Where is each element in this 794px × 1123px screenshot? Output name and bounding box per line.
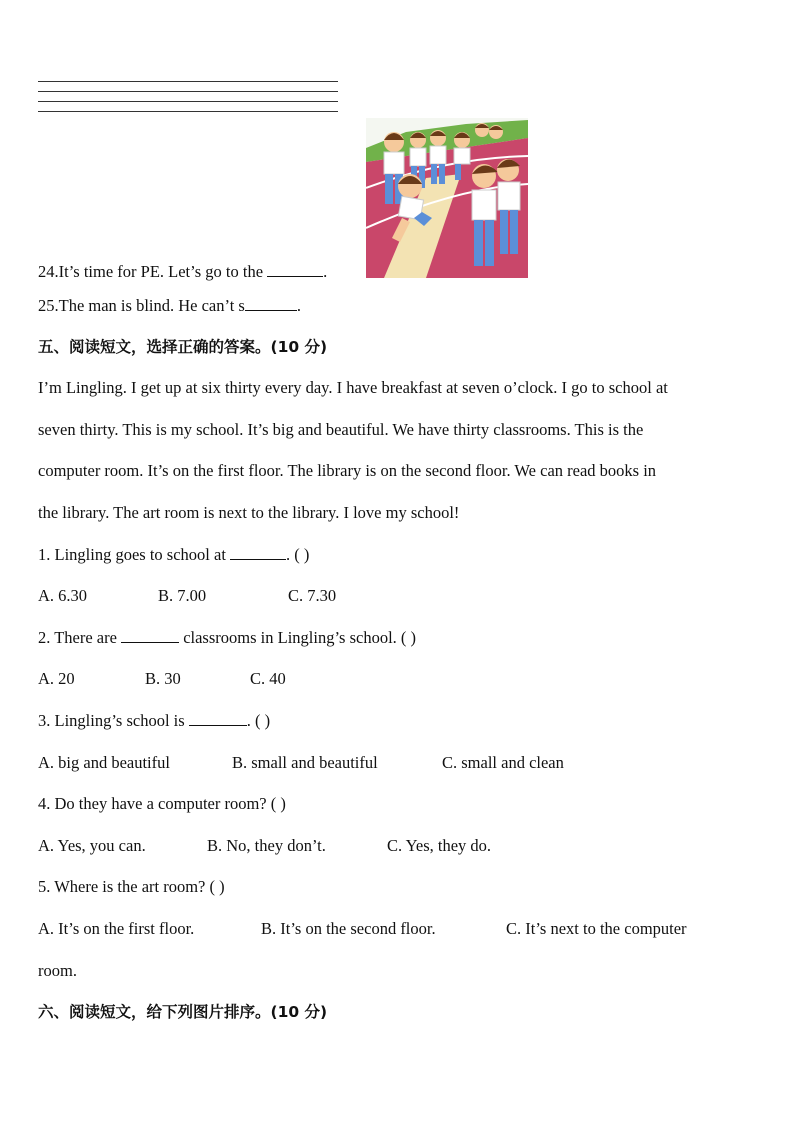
passage-line: computer room. It’s on the first floor. The library is on the second floor. We can read books in xyxy=(38,461,657,480)
passage-line: the library. The art room is next to the library. I love my school! xyxy=(38,503,460,522)
answer-blank[interactable] xyxy=(245,296,297,311)
section-6-heading: 六、阅读短文，给下列图片排序。(10 分) xyxy=(38,1003,328,1021)
answer-blank[interactable] xyxy=(189,711,247,726)
section-5-heading: 五、阅读短文，选择正确的答案。(10 分) xyxy=(38,338,328,356)
writing-line xyxy=(38,111,338,112)
answer-blank[interactable] xyxy=(267,262,323,277)
option-b[interactable]: B. small and beautiful xyxy=(232,753,378,772)
writing-line xyxy=(38,91,338,92)
option-c[interactable]: C. 7.30 xyxy=(288,586,337,605)
question-4: 4. Do they have a computer room? ( ) xyxy=(38,794,286,813)
question-25: 25.The man is blind. He can’t s . xyxy=(38,296,301,315)
option-a[interactable]: A. It’s on the first floor. xyxy=(38,919,195,938)
children-long-jump-illustration xyxy=(366,118,528,278)
writing-line xyxy=(38,81,338,82)
writing-line xyxy=(38,101,338,102)
option-b[interactable]: B. It’s on the second floor. xyxy=(261,919,436,938)
option-b[interactable]: B. No, they don’t. xyxy=(207,836,326,855)
answer-blank[interactable] xyxy=(121,628,179,643)
option-b[interactable]: B. 7.00 xyxy=(158,586,207,605)
answer-blank[interactable] xyxy=(230,545,286,560)
option-a[interactable]: A. 20 xyxy=(38,669,75,688)
question-2: 2. There are classrooms in Lingling’s school. ( ) xyxy=(38,628,417,647)
option-c-continuation: room. xyxy=(38,961,77,980)
passage-line: I’m Lingling. I get up at six thirty every day. I have breakfast at seven o’clock. I go to school at xyxy=(38,378,668,397)
question-1: 1. Lingling goes to school at . ( ) xyxy=(38,545,310,564)
option-c[interactable]: C. Yes, they do. xyxy=(387,836,492,855)
option-b[interactable]: B. 30 xyxy=(145,669,181,688)
option-c[interactable]: C. small and clean xyxy=(442,753,564,772)
question-5: 5. Where is the art room? ( ) xyxy=(38,877,225,896)
option-c[interactable]: C. It’s next to the computer xyxy=(506,919,687,938)
question-24: 24.It’s time for PE. Let’s go to the . xyxy=(38,262,328,281)
option-a[interactable]: A. big and beautiful xyxy=(38,753,170,772)
option-a[interactable]: A. 6.30 xyxy=(38,586,88,605)
option-c[interactable]: C. 40 xyxy=(250,669,286,688)
question-3: 3. Lingling’s school is . ( ) xyxy=(38,711,271,730)
passage-line: seven thirty. This is my school. It’s big and beautiful. We have thirty classrooms. This is the xyxy=(38,420,644,439)
option-a[interactable]: A. Yes, you can. xyxy=(38,836,146,855)
